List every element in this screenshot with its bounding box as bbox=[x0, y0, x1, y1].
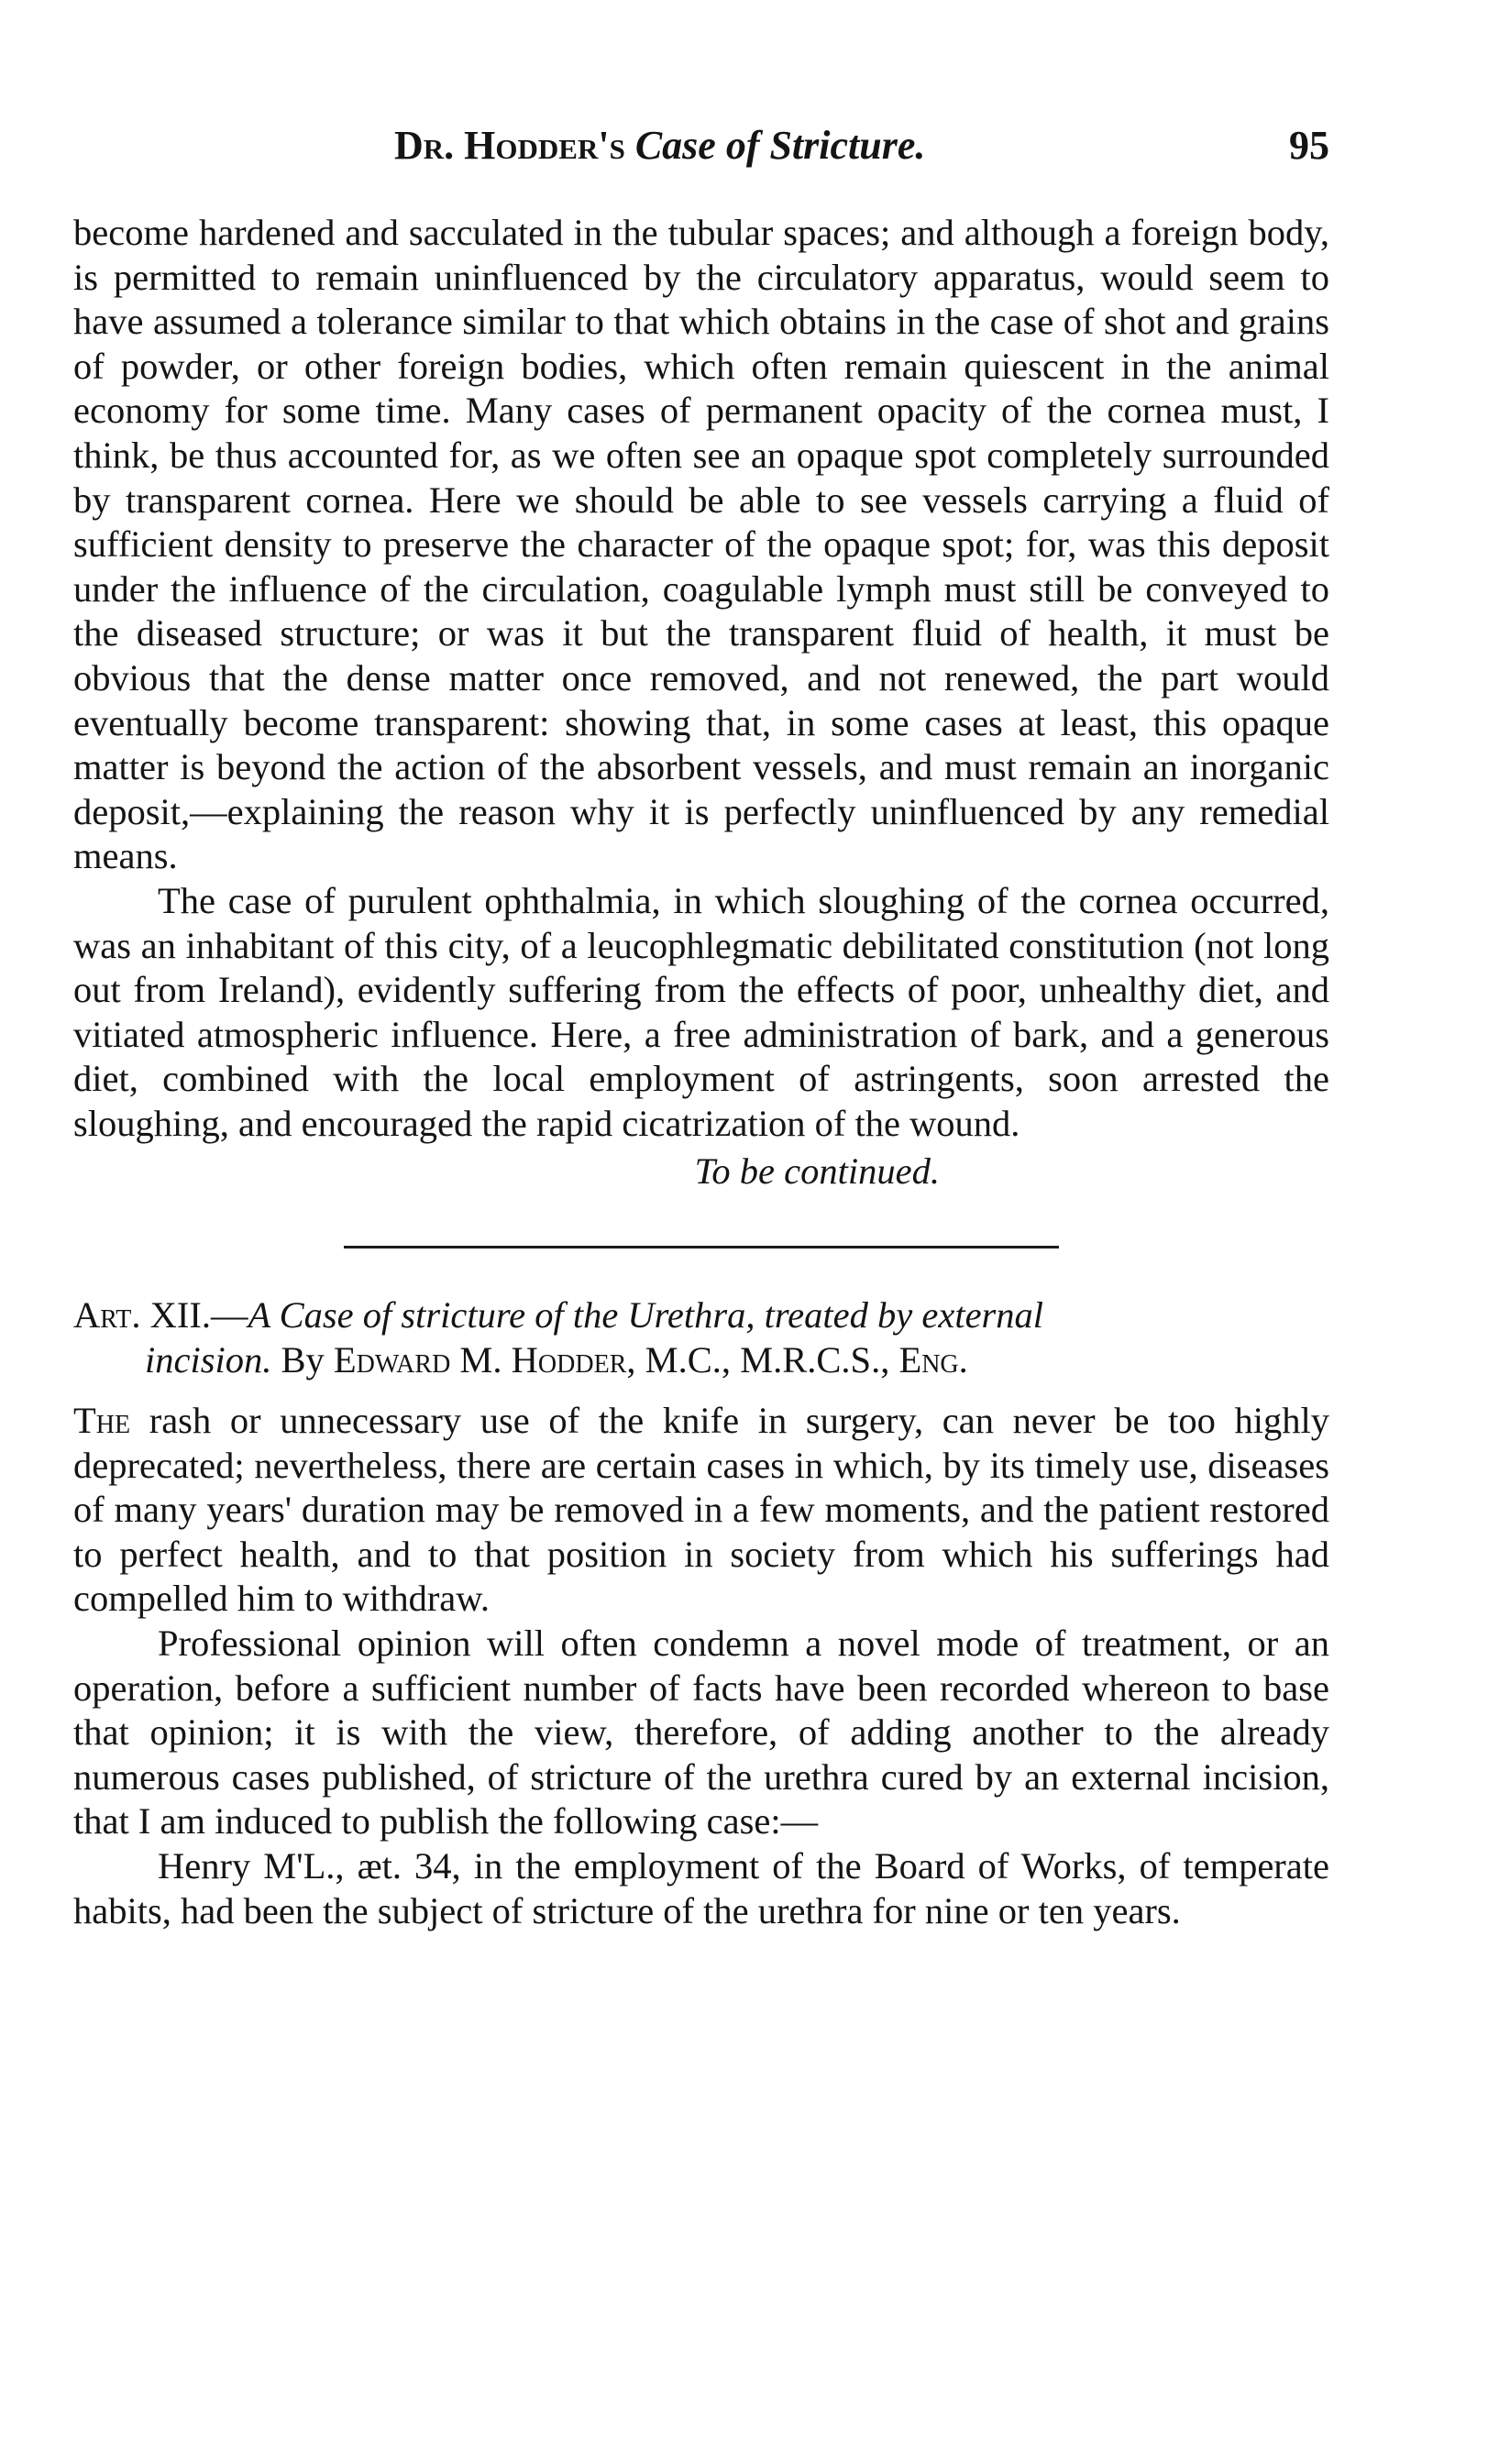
article-by: By bbox=[281, 1339, 334, 1381]
article-title: A Case of stricture of the Urethra, treated by external bbox=[248, 1294, 1044, 1336]
article-paragraph-1 bbox=[73, 1399, 1329, 1622]
article-title-end: incision. bbox=[145, 1339, 272, 1381]
article-dash: — bbox=[210, 1294, 248, 1336]
running-title bbox=[394, 117, 925, 174]
article-title-line-2 bbox=[73, 1337, 1329, 1382]
article-author: Edward M. Hodder, M.C., M.R.C.S., Eng. bbox=[333, 1339, 968, 1381]
section-divider bbox=[344, 1246, 1059, 1248]
article-paragraph-3: Henry M'L., æt. 34, in the employment of the Board of Works, of temperate habits, had been the subject of stricture of the urethra for nine or ten years. bbox=[73, 1845, 1329, 1931]
article-heading bbox=[73, 1292, 1329, 1382]
continued-paragraph: become hardened and sacculated in the tubular spaces; and although a foreign body, is permitted to remain uninfluenced by the circulatory apparatus, would seem to have assumed a tolerance similar to that which obtains in the case of shot and grains of powder, or other foreign bodies, which often remain quiescent in the animal economy for some time. Many cases of permanent opacity of the cornea must, I think, be thus accounted for, as we often see an opaque spot completely surrounded by transparent cornea. Here we should be able to see vessels carrying a fluid of sufficient density to preserve the character of the opaque spot; for, was this deposit under the influence of the circulation, coagulable lymph must still be conveyed to the diseased structure; or was it but the transparent fluid of health, it must be obvious that the dense matter once removed, and not renewed, the part would eventually become transparent: showing that, in some cases at least, this opaque matter is beyond the action of the absorbent vessels, and must remain an inorganic deposit,—explaining the reason why it is perfectly uninfluenced by any remedial means. bbox=[73, 212, 1329, 877]
ophthalmia-case-paragraph: The case of purulent ophthalmia, in which sloughing of the cornea occurred, was an inhabitant of this city, of a leucophlegmatic debilitated constitution (not long out from Ireland), evidently suffering from the effects of poor, unhealthy diet, and vitiated atmospheric influence. Here, a free administration of bark, and a generous diet, combined with the local employment of astringents, soon arrested the sloughing, and encouraged the rapid cicatrization of the wound. bbox=[73, 879, 1329, 1144]
to-be-continued-note: To be continued. bbox=[694, 1150, 940, 1193]
running-title-subject: Case of Stricture. bbox=[634, 123, 926, 168]
running-head bbox=[73, 117, 1329, 174]
page-body bbox=[73, 211, 1329, 1933]
article-paragraph-2: Professional opinion will often condemn a novel mode of treatment, or an operation, before a sufficient number of facts have been recorded whereon to base that opinion; it is with the view, therefore, of adding another to the already numerous cases published, of stricture of the urethra cured by an external incision, that I am induced to publish the following case:— bbox=[73, 1622, 1329, 1842]
page-number: 95 bbox=[1289, 123, 1329, 168]
article-lead-word: The bbox=[73, 1400, 131, 1442]
article-number: Art. XII. bbox=[73, 1294, 211, 1336]
book-page bbox=[73, 117, 1329, 1933]
article-paragraph-1-text: rash or unnecessary use of the knife in surgery, can never be too highly deprecated; nevertheless, there are certain cases in which, by its timely use, diseases of many years' duration may be removed in a few moments, and the patient restored to perfect health, and to that position in society from which his sufferings had compelled him to withdraw. bbox=[73, 1400, 1329, 1620]
running-title-author: Dr. Hodder's bbox=[394, 123, 635, 168]
